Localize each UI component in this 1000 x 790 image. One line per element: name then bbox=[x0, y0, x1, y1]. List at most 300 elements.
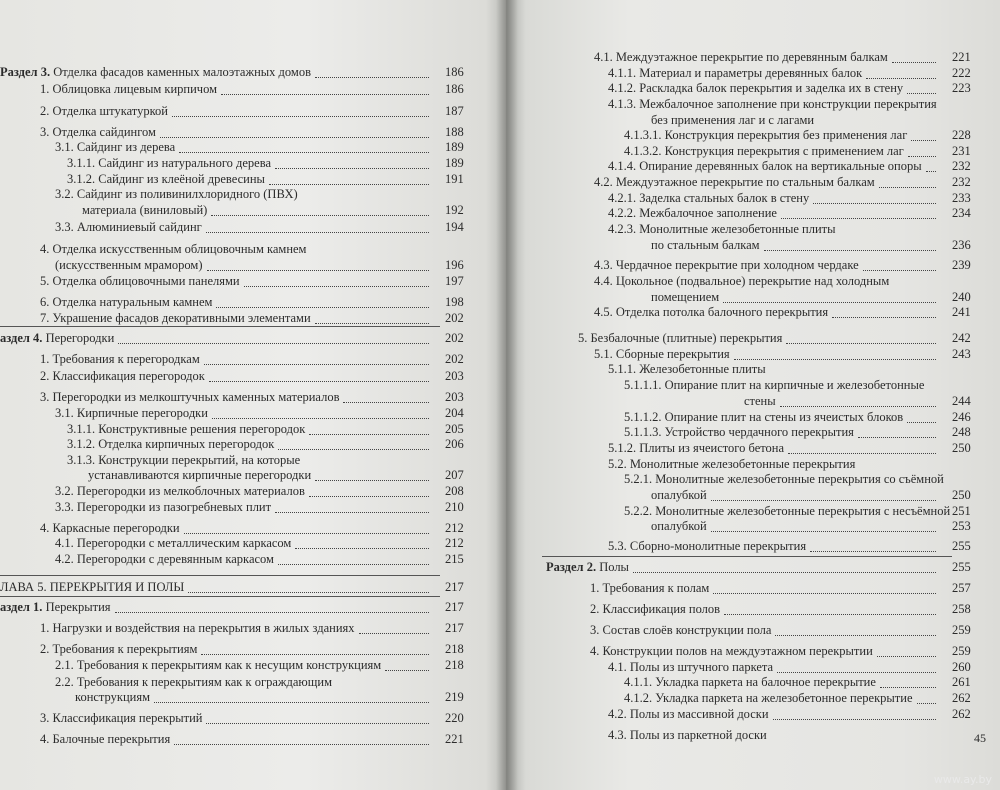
dot-leader bbox=[892, 62, 936, 63]
toc-entry bbox=[594, 274, 1000, 289]
toc-entry-title: 4. Балочные перекрытия bbox=[40, 732, 171, 746]
toc-page-number: 189 bbox=[445, 156, 464, 170]
toc-entry-title: 4.3. Чердачное перекрытие при холодном чердаке bbox=[594, 258, 859, 272]
toc-entry bbox=[608, 159, 1000, 174]
toc-page-number: 243 bbox=[952, 347, 971, 361]
toc-page-number: 217 bbox=[445, 580, 464, 594]
toc-page-number: 196 bbox=[445, 258, 464, 272]
toc-entry bbox=[75, 690, 506, 705]
toc-entry-title: 3. Отделка сайдингом bbox=[40, 125, 156, 139]
toc-entry-title: ЛАВА 5. ПЕРЕКРЫТИЯ И ПОЛЫ bbox=[0, 580, 185, 594]
toc-entry-title: 5.2.1. Монолитные железобетонные перекрытия со съёмной bbox=[624, 472, 944, 486]
dot-leader bbox=[172, 116, 429, 117]
toc-entry bbox=[594, 175, 1000, 190]
dot-leader bbox=[786, 343, 936, 344]
toc-page-number: 202 bbox=[445, 331, 464, 345]
toc-entry bbox=[594, 258, 1000, 273]
toc-entry bbox=[67, 437, 506, 452]
toc-entry bbox=[55, 140, 506, 155]
toc-page-number: 250 bbox=[952, 488, 971, 502]
toc-page-number: 187 bbox=[445, 104, 464, 118]
dot-leader bbox=[711, 500, 936, 501]
toc-page-number: 205 bbox=[445, 422, 464, 436]
toc-entry bbox=[88, 468, 506, 483]
dot-leader bbox=[244, 286, 429, 287]
toc-page-number: 206 bbox=[445, 437, 464, 451]
dot-leader bbox=[118, 343, 429, 344]
section-title: Отделка фасадов каменных малоэтажных домов bbox=[50, 65, 311, 79]
toc-entry bbox=[624, 378, 1000, 393]
toc-entry-title: 4.1. Междуэтажное перекрытие по деревянным балкам bbox=[594, 50, 888, 64]
toc-entry-title: 1. Требования к перегородкам bbox=[40, 352, 200, 366]
section-title: Полы bbox=[596, 560, 629, 574]
dot-leader bbox=[734, 359, 936, 360]
toc-page-number: 262 bbox=[952, 691, 971, 705]
section-title: Перекрытия bbox=[42, 600, 111, 614]
toc-entry-title: 3.1. Сайдинг из дерева bbox=[55, 140, 176, 154]
toc-page-number: 261 bbox=[952, 675, 971, 689]
toc-page-number: 194 bbox=[445, 220, 464, 234]
toc-entry-title: 3.1.2. Сайдинг из клеёной древесины bbox=[67, 172, 265, 186]
toc-entry-title: 3.3. Алюминиевый сайдинг bbox=[55, 220, 202, 234]
dot-leader bbox=[206, 723, 429, 724]
toc-entry-title: 4.2.3. Монолитные железобетонные плиты bbox=[608, 222, 836, 236]
toc-entry bbox=[0, 600, 506, 615]
toc-entry-title: 5.3. Сборно-монолитные перекрытия bbox=[608, 539, 807, 553]
toc-entry bbox=[55, 187, 506, 202]
toc-entry bbox=[67, 422, 506, 437]
toc-page-number: 204 bbox=[445, 406, 464, 420]
dot-leader bbox=[917, 703, 936, 704]
toc-entry bbox=[55, 484, 506, 499]
toc-page-number: 248 bbox=[952, 425, 971, 439]
toc-page-number: 215 bbox=[445, 552, 464, 566]
toc-entry-title: материала (виниловый) bbox=[82, 203, 208, 217]
dot-leader bbox=[359, 633, 429, 634]
dot-leader bbox=[309, 434, 429, 435]
toc-page-number: 259 bbox=[952, 644, 971, 658]
toc-entry-title: 4.2. Полы из массивной доски bbox=[608, 707, 769, 721]
dot-leader bbox=[832, 317, 936, 318]
toc-entry-title: 3.1.2. Отделка кирпичных перегородок bbox=[67, 437, 275, 451]
toc-entry bbox=[608, 66, 1000, 81]
toc-entry-title bbox=[0, 331, 114, 346]
section-label: аздел 1. bbox=[0, 600, 43, 614]
toc-entry bbox=[578, 331, 1000, 346]
toc-entry bbox=[40, 711, 506, 726]
toc-page-number: 202 bbox=[445, 352, 464, 366]
toc-entry-title: 1. Требования к полам bbox=[590, 581, 710, 595]
dot-leader bbox=[911, 140, 936, 141]
toc-entry-title: 4.1. Полы из штучного паркета bbox=[608, 660, 774, 674]
dot-leader bbox=[278, 449, 429, 450]
toc-entry-title: 5. Безбалочные (плитные) перекрытия bbox=[578, 331, 783, 345]
dot-leader bbox=[275, 168, 429, 169]
dot-leader bbox=[221, 94, 429, 95]
toc-page-number: 188 bbox=[445, 125, 464, 139]
dot-leader bbox=[216, 307, 429, 308]
toc-entry bbox=[55, 675, 506, 690]
dot-leader bbox=[295, 548, 429, 549]
toc-entry-title: 3.1.3. Конструкции перекрытий, на которые bbox=[67, 453, 301, 467]
toc-entry bbox=[55, 220, 506, 235]
dot-leader bbox=[207, 270, 430, 271]
dot-leader bbox=[160, 137, 429, 138]
toc-entry-title: 3.2. Перегородки из мелкоблочных материалов bbox=[55, 484, 305, 498]
watermark: www.ay.by bbox=[933, 773, 992, 786]
toc-entry bbox=[0, 580, 506, 595]
toc-entry-title: 4. Отделка искусственным облицовочным камнем bbox=[40, 242, 307, 256]
toc-entry-title: стены bbox=[744, 394, 776, 408]
dot-leader bbox=[813, 203, 936, 204]
toc-page-number: 217 bbox=[445, 600, 464, 614]
toc-entry bbox=[608, 222, 1000, 237]
toc-entry bbox=[651, 238, 1000, 253]
toc-entry-title: 4.2.1. Заделка стальных балок в стену bbox=[608, 191, 810, 205]
dot-leader bbox=[781, 218, 936, 219]
toc-page-number: 212 bbox=[445, 521, 464, 535]
toc-entry-title: без применения лаг и с лагами bbox=[651, 113, 815, 127]
toc-entry-title: 5.1.1.3. Устройство чердачного перекрытия bbox=[624, 425, 854, 439]
toc-entry bbox=[608, 206, 1000, 221]
toc-page-number: 189 bbox=[445, 140, 464, 154]
dot-leader bbox=[385, 670, 429, 671]
toc-entry bbox=[40, 311, 506, 326]
toc-page-number: 258 bbox=[952, 602, 971, 616]
toc-entry bbox=[624, 504, 1000, 519]
toc-entry-title: по стальным балкам bbox=[651, 238, 760, 252]
toc-entry bbox=[40, 125, 506, 140]
toc-entry-title: 1. Облицовка лицевым кирпичом bbox=[40, 82, 218, 96]
toc-entry bbox=[40, 82, 506, 97]
toc-entry-title: 4.1.2. Раскладка балок перекрытия и заделка их в стену bbox=[608, 81, 904, 95]
dot-leader bbox=[777, 672, 936, 673]
toc-page-number: 210 bbox=[445, 500, 464, 514]
toc-page-number: 220 bbox=[445, 711, 464, 725]
toc-page-number: 221 bbox=[445, 732, 464, 746]
toc-page-number: 257 bbox=[952, 581, 971, 595]
toc-entry bbox=[67, 172, 506, 187]
toc-page-number: 222 bbox=[952, 66, 971, 80]
toc-page-number: 197 bbox=[445, 274, 464, 288]
toc-entry bbox=[55, 406, 506, 421]
dot-leader bbox=[269, 184, 429, 185]
toc-entry-title: 4.1.4. Опирание деревянных балок на вертикальные опоры bbox=[608, 159, 922, 173]
toc-entry bbox=[590, 623, 1000, 638]
toc-page-number: 221 bbox=[952, 50, 971, 64]
toc-entry-title bbox=[546, 560, 629, 575]
section-label: аздел 4. bbox=[0, 331, 43, 345]
toc-entry bbox=[40, 369, 506, 384]
toc-entry bbox=[624, 144, 1000, 159]
dot-leader bbox=[810, 551, 936, 552]
dot-leader bbox=[863, 270, 936, 271]
dot-leader bbox=[211, 215, 429, 216]
toc-entry-title: 4.1.1. Укладка паркета на балочное перекрытие bbox=[624, 675, 876, 689]
toc-entry bbox=[608, 191, 1000, 206]
toc-entry bbox=[67, 453, 506, 468]
toc-entry bbox=[40, 642, 506, 657]
toc-entry bbox=[608, 539, 1000, 554]
toc-page-number: 240 bbox=[952, 290, 971, 304]
toc-entry bbox=[55, 658, 506, 673]
toc-entry bbox=[55, 536, 506, 551]
dot-leader bbox=[212, 418, 429, 419]
toc-entry bbox=[651, 488, 1000, 503]
dot-leader bbox=[764, 250, 936, 251]
toc-entry-title: 4.1.3.1. Конструкция перекрытия без применения лаг bbox=[624, 128, 908, 142]
toc-entry bbox=[590, 581, 1000, 596]
toc-entry-title: 2.2. Требования к перекрытиям как к ограждающим bbox=[55, 675, 332, 689]
toc-page-number: 262 bbox=[952, 707, 971, 721]
dot-leader bbox=[315, 480, 429, 481]
toc-entry-title: 4.2. Междуэтажное перекрытие по стальным балкам bbox=[594, 175, 875, 189]
toc-entry-title: 5.1.2. Плиты из ячеистого бетона bbox=[608, 441, 785, 455]
toc-page-number: 244 bbox=[952, 394, 971, 408]
dot-leader bbox=[880, 687, 936, 688]
toc-entry bbox=[624, 128, 1000, 143]
dot-leader bbox=[174, 744, 429, 745]
toc-entry-title: 4.1.3. Межбалочное заполнение при конструкции перекрытия bbox=[608, 97, 937, 111]
dot-leader bbox=[188, 592, 429, 593]
toc-entry-title: 4.3. Полы из паркетной доски bbox=[608, 728, 767, 742]
section-title: Перегородки bbox=[42, 331, 115, 345]
toc-entry bbox=[590, 644, 1000, 659]
dot-leader bbox=[907, 93, 936, 94]
toc-entry-title: 3.1.1. Конструктивные решения перегородок bbox=[67, 422, 306, 436]
dot-leader bbox=[201, 654, 429, 655]
dot-leader bbox=[204, 364, 429, 365]
toc-entry-title: 4.5. Отделка потолка балочного перекрытия bbox=[594, 305, 829, 319]
toc-entry bbox=[0, 65, 506, 80]
section-divider bbox=[0, 326, 440, 327]
toc-page-number: 202 bbox=[445, 311, 464, 325]
toc-entry bbox=[608, 660, 1000, 675]
toc-entry-title: 3. Классификация перекрытий bbox=[40, 711, 203, 725]
dot-leader bbox=[633, 572, 936, 573]
toc-entry-title: 1. Нагрузки и воздействия на перекрытия в жилых зданиях bbox=[40, 621, 355, 635]
toc-entry-title: 5.1. Сборные перекрытия bbox=[594, 347, 730, 361]
right-page bbox=[506, 0, 1000, 790]
toc-entry bbox=[67, 156, 506, 171]
toc-page-number: 232 bbox=[952, 175, 971, 189]
toc-entry bbox=[624, 691, 1000, 706]
toc-entry bbox=[40, 352, 506, 367]
toc-entry bbox=[608, 97, 1000, 112]
toc-entry-title: 4.1. Перегородки с металлическим каркасом bbox=[55, 536, 292, 550]
dot-leader bbox=[315, 77, 429, 78]
dot-leader bbox=[866, 78, 936, 79]
toc-page-number: 234 bbox=[952, 206, 971, 220]
toc-page-number: 198 bbox=[445, 295, 464, 309]
toc-page-number: 186 bbox=[445, 82, 464, 96]
dot-leader bbox=[780, 406, 936, 407]
toc-page-number: 217 bbox=[445, 621, 464, 635]
toc-entry bbox=[55, 552, 506, 567]
toc-entry bbox=[0, 331, 506, 346]
dot-leader bbox=[908, 156, 936, 157]
toc-entry-title: 6. Отделка натуральным камнем bbox=[40, 295, 213, 309]
toc-entry-title: 2. Отделка штукатуркой bbox=[40, 104, 168, 118]
toc-entry-title: опалубкой bbox=[651, 519, 707, 533]
toc-entry-title: 4.1.3.2. Конструкция перекрытия с применением лаг bbox=[624, 144, 904, 158]
toc-entry bbox=[624, 425, 1000, 440]
toc-entry bbox=[608, 728, 1000, 743]
toc-entry-title: помещением bbox=[651, 290, 720, 304]
dot-leader bbox=[724, 614, 936, 615]
toc-entry-title: 3.2. Сайдинг из поливинилхлоридного (ПВХ) bbox=[55, 187, 298, 201]
toc-entry-title bbox=[0, 600, 111, 615]
toc-entry bbox=[651, 519, 1000, 534]
section-divider bbox=[0, 596, 440, 597]
toc-page-number: 246 bbox=[952, 410, 971, 424]
toc-entry-title: 5. Отделка облицовочными панелями bbox=[40, 274, 240, 288]
dot-leader bbox=[206, 232, 429, 233]
dot-leader bbox=[926, 171, 936, 172]
dot-leader bbox=[278, 564, 429, 565]
toc-entry bbox=[608, 441, 1000, 456]
toc-entry-title: конструкциям bbox=[75, 690, 150, 704]
toc-page-number: 236 bbox=[952, 238, 971, 252]
toc-entry bbox=[40, 732, 506, 747]
toc-entry-title: 3. Состав слоёв конструкции пола bbox=[590, 623, 772, 637]
toc-entry bbox=[594, 305, 1000, 320]
toc-entry-title: 2.1. Требования к перекрытиям как к несущим конструкциям bbox=[55, 658, 382, 672]
toc-entry bbox=[608, 707, 1000, 722]
toc-entry bbox=[590, 602, 1000, 617]
toc-page-number: 192 bbox=[445, 203, 464, 217]
toc-entry bbox=[594, 347, 1000, 362]
toc-page-number: 223 bbox=[952, 81, 971, 95]
dot-leader bbox=[209, 381, 429, 382]
dot-leader bbox=[858, 437, 936, 438]
dot-leader bbox=[788, 453, 936, 454]
toc-page-number: 239 bbox=[952, 258, 971, 272]
toc-entry bbox=[40, 295, 506, 310]
toc-entry bbox=[624, 472, 1000, 487]
toc-entry-title: 4. Каркасные перегородки bbox=[40, 521, 180, 535]
dot-leader bbox=[877, 656, 936, 657]
dot-leader bbox=[184, 533, 429, 534]
toc-entry-title: 3.1. Кирпичные перегородки bbox=[55, 406, 208, 420]
toc-entry-title: 5.2.2. Монолитные железобетонные перекрытия с несъёмной bbox=[624, 504, 951, 518]
dot-leader bbox=[907, 422, 936, 423]
dot-leader bbox=[713, 593, 936, 594]
section-divider bbox=[542, 556, 952, 557]
dot-leader bbox=[879, 187, 936, 188]
toc-entry bbox=[744, 394, 1000, 409]
toc-entry-title: устанавливаются кирпичные перегородки bbox=[88, 468, 312, 482]
toc-entry bbox=[82, 203, 506, 218]
toc-entry bbox=[546, 560, 1000, 575]
toc-entry bbox=[55, 500, 506, 515]
toc-page-number: 191 bbox=[445, 172, 464, 186]
toc-page-number: 251 bbox=[952, 504, 971, 518]
toc-page-number: 241 bbox=[952, 305, 971, 319]
toc-page-number: 203 bbox=[445, 390, 464, 404]
toc-entry-title: 5.1.1.2. Опирание плит на стены из ячеистых блоков bbox=[624, 410, 904, 424]
toc-page-number: 228 bbox=[952, 128, 971, 142]
toc-entry-title: 3. Перегородки из мелкоштучных каменных материалов bbox=[40, 390, 340, 404]
toc-entry-title: 2. Классификация перегородок bbox=[40, 369, 205, 383]
toc-page-number: 242 bbox=[952, 331, 971, 345]
dot-leader bbox=[179, 152, 429, 153]
toc-entry-title bbox=[0, 65, 311, 80]
dot-leader bbox=[711, 531, 936, 532]
section-label: Раздел 3. bbox=[0, 65, 51, 79]
toc-entry-title: 4.2.2. Межбалочное заполнение bbox=[608, 206, 777, 220]
toc-entry-title: 2. Требования к перекрытиям bbox=[40, 642, 198, 656]
toc-entry bbox=[40, 521, 506, 536]
toc-entry-title: 3.3. Перегородки из пазогребневых плит bbox=[55, 500, 272, 514]
dot-leader bbox=[315, 323, 429, 324]
toc-entry bbox=[608, 362, 1000, 377]
toc-entry-title: 4. Конструкции полов на междуэтажном перекрытии bbox=[590, 644, 873, 658]
toc-entry-title: 2. Классификация полов bbox=[590, 602, 721, 616]
toc-page-number: 231 bbox=[952, 144, 971, 158]
toc-entry bbox=[40, 242, 506, 257]
toc-entry bbox=[40, 390, 506, 405]
toc-page-number: 233 bbox=[952, 191, 971, 205]
toc-page-number: 232 bbox=[952, 159, 971, 173]
dot-leader bbox=[343, 402, 429, 403]
toc-page-number: 259 bbox=[952, 623, 971, 637]
toc-entry-title: 5.2. Монолитные железобетонные перекрытия bbox=[608, 457, 856, 471]
toc-entry bbox=[40, 104, 506, 119]
dot-leader bbox=[773, 719, 936, 720]
toc-entry-title: 7. Украшение фасадов декоративными элементами bbox=[40, 311, 311, 325]
toc-entry bbox=[651, 290, 1000, 305]
toc-entry bbox=[594, 50, 1000, 65]
dot-leader bbox=[275, 512, 429, 513]
toc-page-number: 208 bbox=[445, 484, 464, 498]
toc-entry bbox=[55, 258, 506, 273]
toc-entry-title: 5.1.1.1. Опирание плит на кирпичные и железобетонные bbox=[624, 378, 925, 392]
dot-leader bbox=[775, 635, 936, 636]
book-gutter bbox=[496, 0, 518, 790]
toc-entry-title: (искусственным мрамором) bbox=[55, 258, 203, 272]
toc-page-number: 255 bbox=[952, 539, 971, 553]
dot-leader bbox=[115, 612, 429, 613]
toc-entry bbox=[608, 457, 1000, 472]
toc-page-number: 255 bbox=[952, 560, 971, 574]
dot-leader bbox=[154, 702, 429, 703]
toc-entry-title: 5.1.1. Железобетонные плиты bbox=[608, 362, 766, 376]
toc-entry bbox=[624, 410, 1000, 425]
toc-entry-title: 4.4. Цокольное (подвальное) перекрытие над холодным bbox=[594, 274, 890, 288]
toc-entry-title: 4.2. Перегородки с деревянным каркасом bbox=[55, 552, 274, 566]
toc-entry bbox=[651, 113, 1000, 128]
toc-entry-title: 4.1.2. Укладка паркета на железобетонное перекрытие bbox=[624, 691, 913, 705]
toc-page-number: 207 bbox=[445, 468, 464, 482]
toc-page-number: 218 bbox=[445, 658, 464, 672]
toc-page-number: 186 bbox=[445, 65, 464, 79]
toc-entry bbox=[40, 621, 506, 636]
page-number: 45 bbox=[974, 731, 986, 745]
toc-entry-title: 4.1.1. Материал и параметры деревянных балок bbox=[608, 66, 863, 80]
toc-page-number: 260 bbox=[952, 660, 971, 674]
dot-leader bbox=[723, 302, 936, 303]
toc-page-number: 203 bbox=[445, 369, 464, 383]
toc-entry bbox=[608, 81, 1000, 96]
dot-leader bbox=[309, 496, 429, 497]
toc-page-number: 250 bbox=[952, 441, 971, 455]
section-label: Раздел 2. bbox=[546, 560, 597, 574]
toc-entry bbox=[40, 274, 506, 289]
toc-entry-title: опалубкой bbox=[651, 488, 707, 502]
toc-entry bbox=[624, 675, 1000, 690]
toc-page-number: 253 bbox=[952, 519, 971, 533]
